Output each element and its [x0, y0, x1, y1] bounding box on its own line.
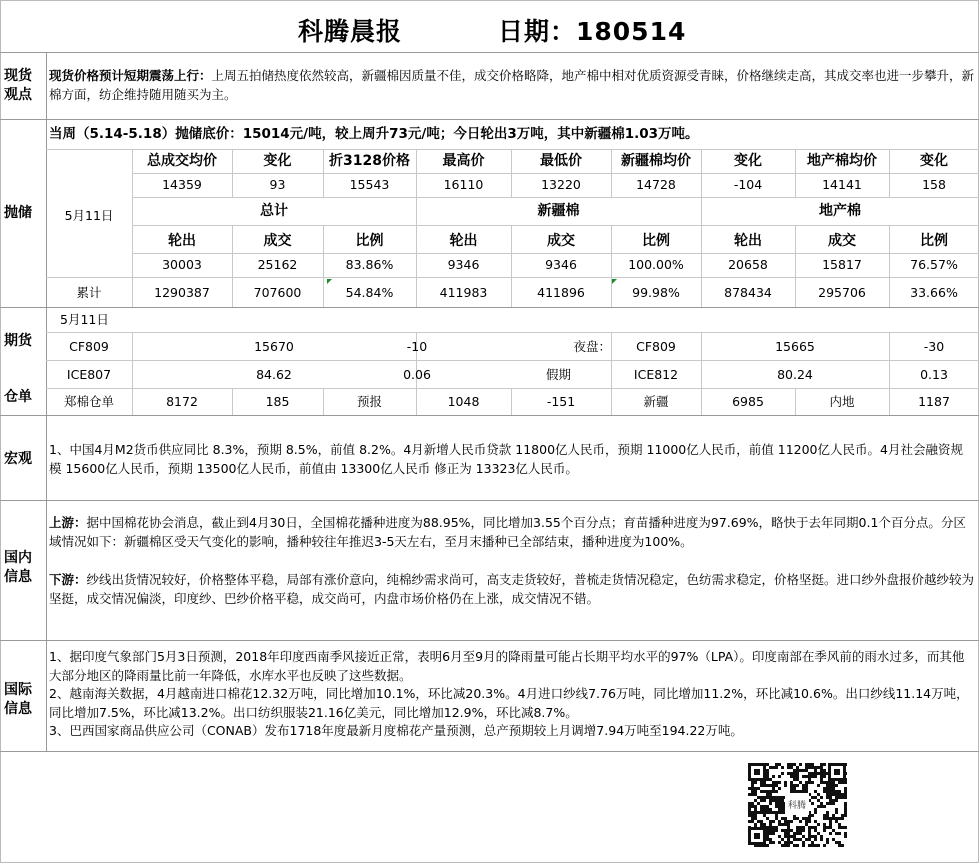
group-header: 新疆棉: [537, 203, 580, 219]
futures-table: [46, 308, 979, 415]
column-header: 最高价: [442, 153, 485, 169]
value-cell: 83.86%: [345, 257, 394, 272]
domestic-upstream: [49, 514, 975, 551]
column-header: 变化: [734, 153, 762, 169]
downstream-body: 纱线出货情况较好，价格整体平稳，局部有涨价意向，纯棉纱需求尚可，高支走货较好，普梳走货情况稳定，色纺需求稳定，价格坚挺。进口纱外盘报价越纱较为坚挺，成交情况偏淡，印度纱、巴纱价格平稳，成交尚可，内盘市场价格仍在上涨，成交情况不错。: [49, 572, 975, 606]
value-cell: 878434: [724, 285, 772, 300]
column-header: 成交: [828, 233, 856, 249]
price-cell: 84.62: [256, 367, 292, 382]
value-cell: 14359: [162, 177, 202, 192]
value-cell: 411983: [439, 285, 488, 300]
futures-label: 期货: [4, 333, 32, 349]
reserve-summary: 当周（5.14-5.18）抛储底价：15014元/吨，较上周升73元/吨；今日轮出3万吨，其中新疆棉1.03万吨。: [49, 126, 699, 142]
group-header: 地产棉: [819, 203, 861, 219]
value-cell: 14141: [822, 177, 862, 192]
value-cell: 1290387: [154, 285, 210, 300]
value-cell: 707600: [253, 285, 302, 300]
macro-label: 宏观: [4, 451, 32, 467]
forecast-label: 预报: [356, 394, 382, 409]
grid-line: [46, 388, 979, 389]
contract-cell: ICE807: [66, 367, 112, 382]
column-header: 折3128价格: [329, 153, 410, 169]
value-cell: 93: [269, 177, 286, 192]
column-header: 成交: [263, 233, 292, 249]
change-cell: 185: [265, 394, 290, 409]
change-cell: 0.13: [920, 367, 948, 382]
report-title: 科腾晨报: [298, 17, 403, 46]
region-label: 新疆: [643, 394, 669, 409]
column-header: 地产棉均价: [807, 153, 877, 169]
reserve-section: [0, 120, 979, 308]
column-header: 轮出: [734, 233, 762, 249]
value-cell: 9346: [447, 257, 480, 272]
intl-label-cell: [0, 641, 47, 751]
change-cell: -30: [923, 339, 945, 354]
futures-date: 5月11日: [60, 312, 109, 327]
value-cell: 20658: [728, 257, 768, 272]
macro-section: [0, 416, 979, 501]
grid-line: [46, 277, 979, 278]
qr-code-image: [745, 760, 849, 848]
price-cell: 15665: [775, 339, 815, 354]
value-cell: 1048: [447, 394, 480, 409]
report-date: 日期：180514: [498, 17, 687, 46]
upstream-body: 据中国棉花协会消息，截止到4月30日，全国棉花播种进度为88.95%，同比增加3.55个百分点；育苗播种进度为97.69%，略快于去年同期0.1个百分点。分区域情况如下：新疆棉区受天气变化的影响，播种较往年推迟3-5天左右，至月末播种已全部结束，播种进度为100%。: [49, 515, 966, 549]
contract-cell: ICE812: [633, 367, 679, 382]
column-header: 成交: [547, 233, 575, 249]
reserve-date: 5月11日: [64, 208, 114, 223]
value-cell: 411896: [537, 285, 585, 300]
reserve-label: 抛储: [4, 205, 32, 221]
column-header: 轮出: [449, 233, 478, 249]
divider: [0, 751, 979, 752]
holiday-cell: 假期: [545, 367, 571, 382]
column-header: 总成交均价: [147, 153, 217, 169]
group-header: 总计: [260, 203, 288, 219]
value-cell: 1187: [918, 394, 950, 409]
contract-cell: CF809: [69, 339, 109, 354]
report-header: [0, 0, 979, 53]
price-cell: 15670: [254, 339, 294, 354]
spot-text: [49, 67, 975, 104]
contract-cell: CF809: [636, 339, 676, 354]
intl-list: [49, 648, 975, 741]
macro-label-cell: [0, 416, 47, 500]
intl-label: 国际信息: [4, 682, 32, 717]
change-cell: -151: [546, 394, 576, 409]
spot-label: 现货观点: [4, 68, 32, 103]
price-cell: 80.24: [777, 367, 813, 382]
value-cell: -104: [733, 177, 763, 192]
value-cell: 99.98%: [632, 285, 680, 300]
futures-label-cell: [0, 308, 47, 415]
value-cell: 16110: [443, 177, 484, 192]
region-label: 内地: [829, 394, 855, 409]
value-cell: 158: [922, 177, 946, 192]
cumulative-label: 累计: [76, 285, 102, 300]
value-cell: 25162: [257, 257, 298, 272]
warehouse-label: 仓单: [4, 389, 32, 405]
value-cell: 295706: [818, 285, 866, 300]
column-header: 轮出: [168, 233, 196, 249]
value-cell: 13220: [541, 177, 581, 192]
value-cell: 33.66%: [910, 285, 958, 300]
column-header: 比例: [920, 233, 948, 249]
spot-body: 上周五拍储热度依然较高，新疆棉因质量不佳，成交价格略降，地产棉中相对优质资源受青睐，价格继续走高，其成交率也进一步攀升，新棉方面，纺企维持随用随买为主。: [49, 68, 975, 102]
warehouse-name: 郑棉仓单: [63, 394, 114, 409]
macro-text: 1、中国4月M2货币供应同比 8.3%，预期 8.5%，前值 8.2%。4月新增人民币贷款 11800亿人民币，预期 11000亿人民币，前值 11200亿人民币。4月社会融资规模 15600亿人民币，预期 13500亿人民币，前值由 13300亿人民币 修正为 13323亿人民币。: [49, 442, 963, 476]
value-cell: 15543: [349, 177, 390, 192]
reserve-label-cell: [0, 120, 47, 307]
grid-line: [132, 225, 979, 226]
value-cell: 8172: [166, 394, 198, 409]
reserve-table: [46, 149, 979, 307]
intl-item: 2、越南海关数据，4月越南进口棉花12.32万吨，同比增加10.1%，环比减20.3%。4月进口纱线7.76万吨，同比增加11.2%，环比减10.6%。出口纱线11.14万吨，同比增加7.5%，环比减13.2%。出口纺织服装21.16亿美元，同比增加12.9%，环比减8.7%。: [49, 686, 969, 720]
spot-label-cell: [0, 53, 47, 119]
value-cell: 15817: [822, 257, 862, 272]
downstream-label: 下游：: [49, 572, 87, 587]
value-cell: 76.57%: [910, 257, 958, 272]
intl-section: [0, 641, 979, 751]
domestic-label-cell: [0, 501, 47, 640]
intl-item: 3、巴西国家商品供应公司（CONAB）发布1718年度最新月度棉花产量预测，总产预期较上月调增7.94万吨至194.22万吨。: [49, 723, 743, 738]
comment-marker: [327, 279, 332, 284]
column-header: 比例: [355, 233, 384, 249]
futures-section: [0, 308, 979, 416]
domestic-label: 国内信息: [4, 550, 32, 585]
column-header: 变化: [263, 153, 292, 169]
value-cell: 9346: [545, 257, 577, 272]
comment-marker: [612, 279, 617, 284]
qr-logo-text: 科腾: [787, 801, 807, 811]
spot-headline: 现货价格预计短期震荡上行：: [49, 68, 212, 83]
change-cell: -10: [406, 339, 428, 354]
column-header: 变化: [920, 153, 948, 169]
value-cell: 6985: [732, 394, 764, 409]
column-header: 最低价: [540, 153, 582, 169]
upstream-label: 上游：: [49, 515, 87, 530]
domestic-section: [0, 501, 979, 641]
grid-line: [46, 332, 979, 333]
column-header: 新疆棉均价: [621, 153, 691, 169]
intl-item: 1、据印度气象部门5月3日预测，2018年印度西南季风接近正常，表明6月至9月的降雨量可能占长期平均水平的97%（LPA）。印度南部在季风前的雨水过多，而其他大部分地区的降雨量比前一年降低，水库水平也反映了这些数据。: [49, 649, 965, 683]
value-cell: 100.00%: [628, 257, 684, 272]
value-cell: 30003: [162, 257, 202, 272]
value-cell: 14728: [636, 177, 676, 192]
night-label: 夜盘：: [573, 339, 611, 354]
column-header: 比例: [642, 233, 670, 249]
value-cell: 54.84%: [345, 285, 394, 300]
change-cell: 0.06: [403, 367, 431, 382]
grid-line: [132, 197, 979, 198]
grid-line: [46, 360, 979, 361]
domestic-downstream: [49, 571, 975, 608]
spot-section: [0, 53, 979, 120]
